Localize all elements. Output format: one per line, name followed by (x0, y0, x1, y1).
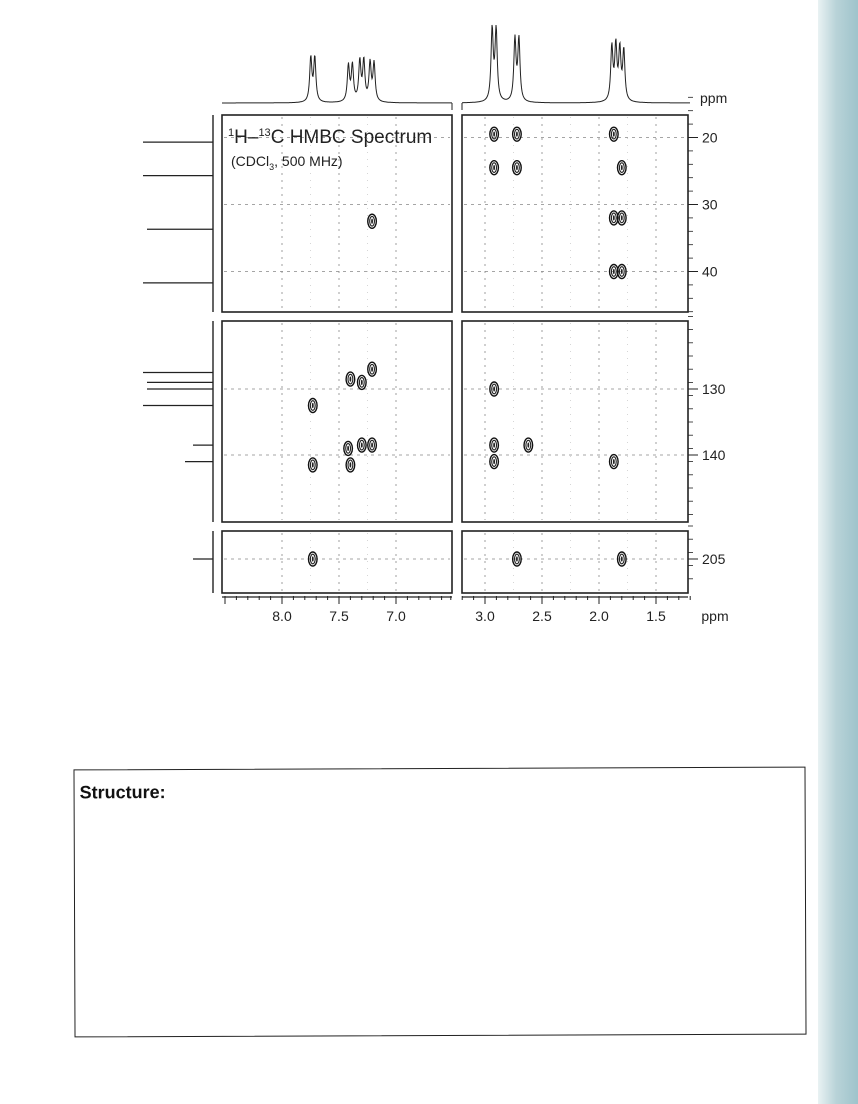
cross-peak (358, 438, 367, 452)
y-tick-label: 30 (702, 196, 718, 213)
contour-core (516, 132, 518, 137)
panel-frame-1-1 (462, 321, 688, 522)
contour-core (312, 462, 314, 467)
structure-answer-box[interactable] (73, 767, 806, 1038)
cross-peak (490, 438, 499, 452)
title-rest: HMBC Spectrum (284, 127, 433, 148)
x-unit-label: ppm (701, 608, 729, 624)
cross-peak (524, 438, 533, 452)
contour-core (371, 367, 373, 372)
contour-core (621, 215, 623, 220)
cross-peak (358, 375, 367, 389)
cross-peak (368, 362, 377, 376)
contour-core (312, 556, 314, 561)
y-tick-label: 140 (702, 447, 726, 463)
subtitle-open: (CDCl (231, 153, 270, 169)
contour-core (613, 459, 615, 464)
x-tick-label: 2.5 (532, 608, 552, 624)
x-tick-label: 3.0 (475, 608, 495, 624)
cross-peak (513, 127, 522, 141)
title-c: C (270, 127, 285, 148)
contour-core (493, 386, 495, 391)
cross-peak (490, 455, 499, 469)
contour-core (493, 132, 495, 137)
cross-peak (368, 214, 377, 228)
contour-core (527, 443, 529, 448)
panel-frame-2-0 (222, 531, 452, 593)
structure-label: Structure: (79, 782, 166, 803)
y-tick-label: 205 (702, 551, 726, 567)
contour-core (493, 459, 495, 464)
panel-frame-0-1 (462, 115, 688, 312)
chart-title (228, 127, 432, 148)
y-tick-label: 20 (702, 129, 718, 146)
contour-core (361, 443, 363, 448)
contour-core (350, 462, 352, 467)
cross-peak (490, 127, 499, 141)
contour-core (361, 380, 363, 385)
contour-core (350, 377, 352, 382)
y-unit-label: ppm (700, 90, 728, 106)
cross-peak (610, 127, 619, 141)
title-h: H (234, 127, 248, 148)
f2-projection-trace (462, 25, 690, 103)
contour-core (347, 446, 349, 451)
x-tick-label: 7.5 (329, 608, 349, 624)
cross-peak (513, 161, 522, 175)
contour-core (371, 219, 373, 224)
subtitle-close: , 500 MHz) (274, 153, 343, 169)
title-h-mass: 1 (228, 127, 235, 139)
contour-core (493, 165, 495, 170)
cross-peak (344, 441, 353, 455)
contour-core (621, 556, 623, 561)
y-tick-label: 130 (702, 381, 726, 397)
contour-core (613, 269, 615, 274)
title-c-mass: 13 (258, 127, 271, 139)
x-tick-label: 2.0 (589, 608, 609, 624)
contour-core (371, 443, 373, 448)
contour-core (493, 443, 495, 448)
cross-peak (368, 438, 377, 452)
f2-projection-trace (222, 55, 452, 103)
cross-peak (490, 161, 499, 175)
panel-frame-1-0 (222, 321, 452, 522)
cross-peak (346, 458, 355, 472)
title-dash: – (247, 127, 259, 148)
y-tick-label: 40 (702, 263, 718, 280)
contour-core (621, 165, 623, 170)
x-tick-label: 7.0 (386, 608, 406, 624)
cross-peak (490, 382, 499, 396)
cross-peak (346, 372, 355, 386)
cross-peak (618, 161, 627, 175)
contour-core (613, 132, 615, 137)
cross-peak (610, 455, 619, 469)
subtitle-sub: 3 (269, 162, 275, 172)
contour-core (621, 269, 623, 274)
cross-peak (308, 458, 317, 472)
panel-frame-2-1 (462, 531, 688, 593)
contour-core (312, 403, 314, 408)
chart-subtitle (231, 153, 343, 172)
contour-core (613, 215, 615, 220)
x-tick-label: 1.5 (646, 608, 666, 624)
page-shadow-edge (818, 0, 858, 1104)
contour-core (516, 556, 518, 561)
contour-core (516, 165, 518, 170)
cross-peak (308, 399, 317, 413)
x-tick-label: 8.0 (272, 608, 292, 624)
